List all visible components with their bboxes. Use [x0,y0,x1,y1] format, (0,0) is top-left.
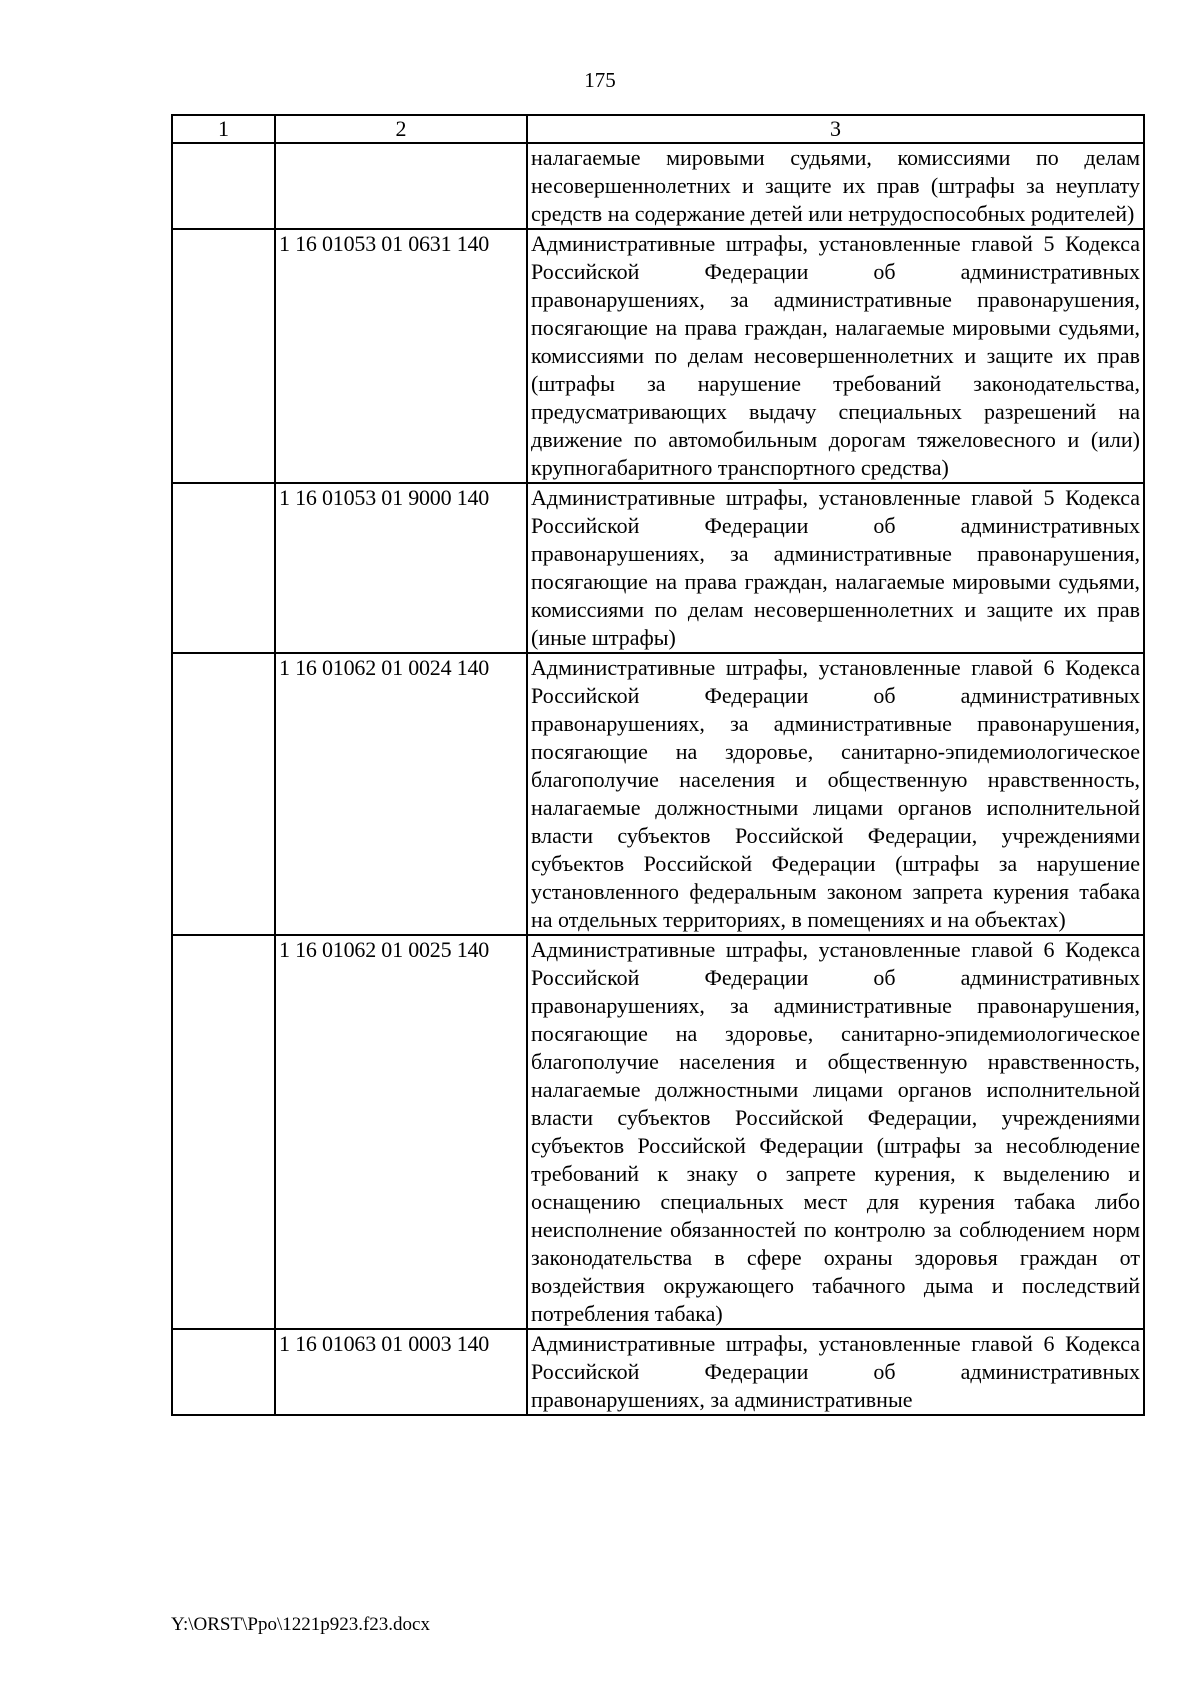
budget-code-cell [275,143,527,229]
footer-file-path: Y:\ORST\Ppo\1221p923.f23.docx [171,1614,430,1635]
row-number-cell [172,483,275,653]
description-cell: Административные штрафы, установленные главой 6 Кодекса Российской Федерации об административных правонарушениях, за административные [527,1329,1144,1415]
table-row [172,229,1144,483]
description-cell: налагаемые мировыми судьями, комиссиями по делам несовершеннолетних и защите их прав (штрафы за неуплату средств на содержание детей или нетрудоспособных родителей) [527,143,1144,229]
budget-code-cell: 1 16 01062 01 0024 140 [275,653,527,935]
column-header-2: 2 [275,115,527,143]
budget-codes-table [171,114,1145,1416]
row-number-cell [172,653,275,935]
table-row [172,143,1144,229]
table-header-row [172,115,1144,143]
column-header-1: 1 [172,115,275,143]
table-row [172,483,1144,653]
description-cell: Административные штрафы, установленные главой 5 Кодекса Российской Федерации об административных правонарушениях, за административные правонарушения, посягающие на права граждан, налагаемые мировыми судьями, комиссиями по делам несовершеннолетних и защите их прав (иные штрафы) [527,483,1144,653]
table-row [172,653,1144,935]
description-cell: Административные штрафы, установленные главой 6 Кодекса Российской Федерации об административных правонарушениях, за административные правонарушения, посягающие на здоровье, санитарно-эпидемиологическое благополучие населения и общественную нравственность, налагаемые должностными лицами органов исполнительной власти субъектов Российской Федерации, учреждениями субъектов Российской Федерации (штрафы за несоблюдение требований к знаку о запрете курения, к выделению и оснащению специальных мест для курения табака либо неисполнение обязанностей по контролю за соблюдением норм законодательства в сфере охраны здоровья граждан от воздействия окружающего табачного дыма и последствий потребления табака) [527,935,1144,1329]
row-number-cell [172,1329,275,1415]
row-number-cell [172,935,275,1329]
table-row [172,935,1144,1329]
budget-code-cell: 1 16 01062 01 0025 140 [275,935,527,1329]
row-number-cell [172,143,275,229]
budget-code-cell: 1 16 01053 01 9000 140 [275,483,527,653]
description-cell: Административные штрафы, установленные главой 6 Кодекса Российской Федерации об административных правонарушениях, за административные правонарушения, посягающие на здоровье, санитарно-эпидемиологическое благополучие населения и общественную нравственность, налагаемые должностными лицами органов исполнительной власти субъектов Российской Федерации, учреждениями субъектов Российской Федерации (штрафы за нарушение установленного федеральным законом запрета курения табака на отдельных территориях, в помещениях и на объектах) [527,653,1144,935]
table-row [172,1329,1144,1415]
row-number-cell [172,229,275,483]
column-header-3: 3 [527,115,1144,143]
description-cell: Административные штрафы, установленные главой 5 Кодекса Российской Федерации об административных правонарушениях, за административные правонарушения, посягающие на права граждан, налагаемые мировыми судьями, комиссиями по делам несовершеннолетних и защите их прав (штрафы за нарушение требований законодательства, предусматривающих выдачу специальных разрешений на движение по автомобильным дорогам тяжеловесного и (или) крупногабаритного транспортного средства) [527,229,1144,483]
budget-code-cell: 1 16 01053 01 0631 140 [275,229,527,483]
budget-code-cell: 1 16 01063 01 0003 140 [275,1329,527,1415]
page-number: 175 [584,68,616,92]
